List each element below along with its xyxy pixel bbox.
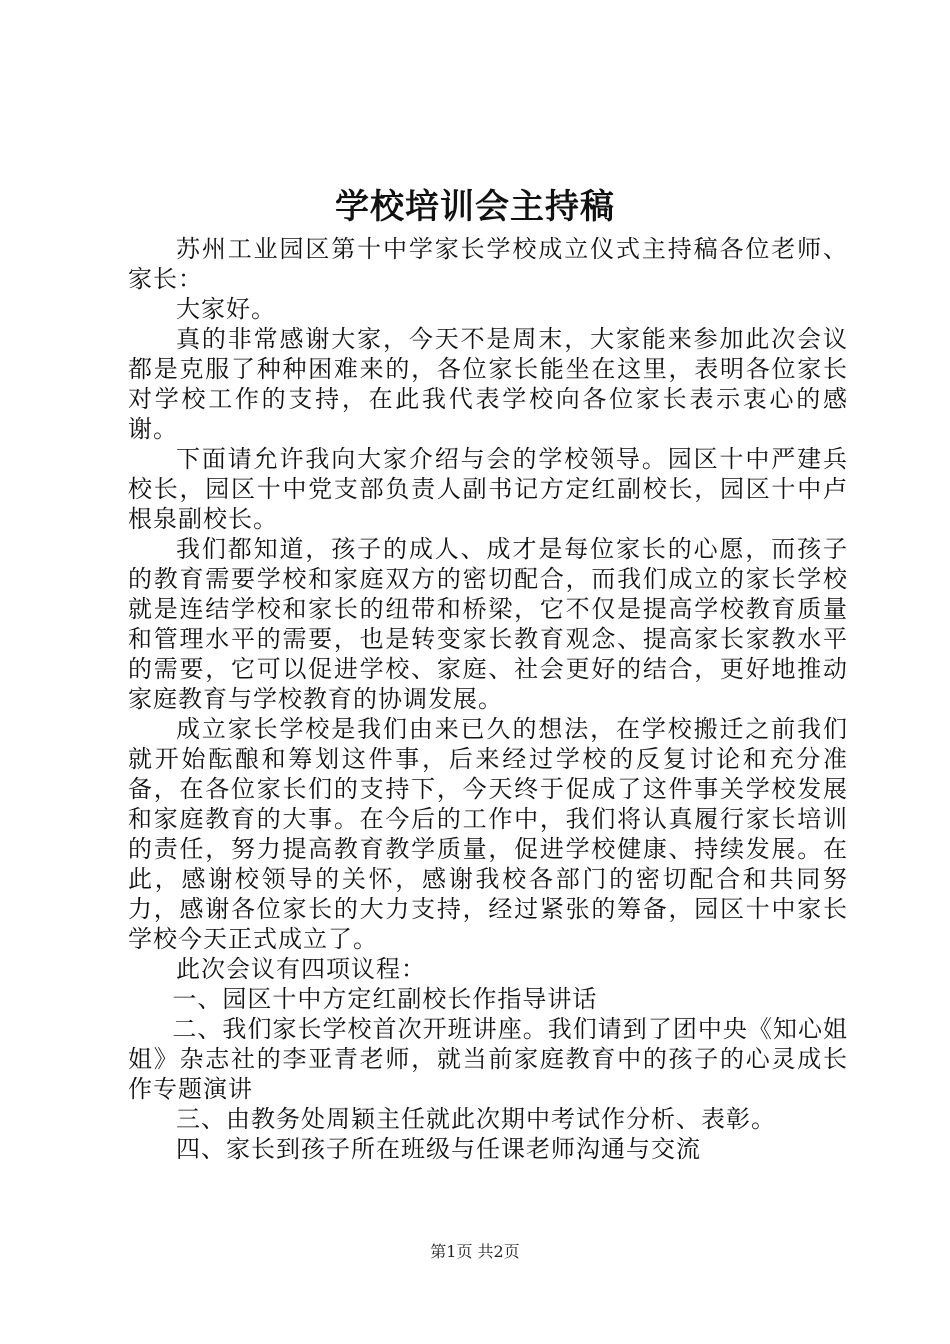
agenda-item-3: 三、由教务处周颖主任就此次期中考试作分析、表彰。 bbox=[176, 1105, 776, 1133]
page-footer: 第1页 共2页 bbox=[430, 1242, 520, 1261]
paragraph-purpose: 我们都知道，孩子的成人、成才是每位家长的心愿，而孩子的教育需要学校和家庭双方的密切配合，而我们成立的家长学校就是连结学校和家长的纽带和桥梁，它不仅是提高学校教育质量和管理水平的需要，也是转变家长教育观念、提高家长家教水平的需要，它可以促进学校、家庭、社会更好的结合，更好地推动家庭教育与学校教育的协调发展。 bbox=[128, 535, 848, 713]
agenda-item-2: 二、我们家长学校首次开班讲座。我们请到了团中央《知心姐姐》杂志社的李亚青老师，就当前家庭教育中的孩子的心灵成长作专题演讲 bbox=[128, 1015, 848, 1103]
document-body bbox=[128, 234, 848, 1164]
paragraph-thanks: 真的非常感谢大家，今天不是周末，大家能来参加此次会议都是克服了种种困难来的，各位家长能坐在这里，表明各位家长对学校工作的支持，在此我代表学校向各位家长表示衷心的感谢。 bbox=[128, 325, 848, 443]
paragraph-leaders: 下面请允许我向大家介绍与会的学校领导。园区十中严建兵校长，园区十中党支部负责人副书记方定红副校长，园区十中卢根泉副校长。 bbox=[128, 445, 848, 533]
document-title: 学校培训会主持稿 bbox=[335, 187, 615, 227]
agenda-item-4: 四、家长到孩子所在班级与任课老师沟通与交流 bbox=[176, 1135, 701, 1163]
paragraph-intro: 苏州工业园区第十中学家长学校成立仪式主持稿各位老师、家长： bbox=[128, 235, 848, 293]
paragraph-establishment: 成立家长学校是我们由来已久的想法，在学校搬迁之前我们就开始酝酿和筹划这件事，后来经过学校的反复讨论和充分准备，在各位家长们的支持下，今天终于促成了这件事关学校发展和家庭教育的大事。在今后的工作中，我们将认真履行家长培训的责任，努力提高教育教学质量，促进学校健康、持续发展。在此，感谢校领导的关怀，感谢我校各部门的密切配合和共同努力，感谢各位家长的大力支持，经过紧张的筹备，园区十中家长学校今天正式成立了。 bbox=[128, 715, 848, 953]
paragraph-greeting: 大家好。 bbox=[176, 295, 276, 323]
agenda-item-1: 一、园区十中方定红副校长作指导讲话 bbox=[172, 985, 598, 1013]
paragraph-agenda-intro: 此次会议有四项议程： bbox=[176, 955, 426, 983]
